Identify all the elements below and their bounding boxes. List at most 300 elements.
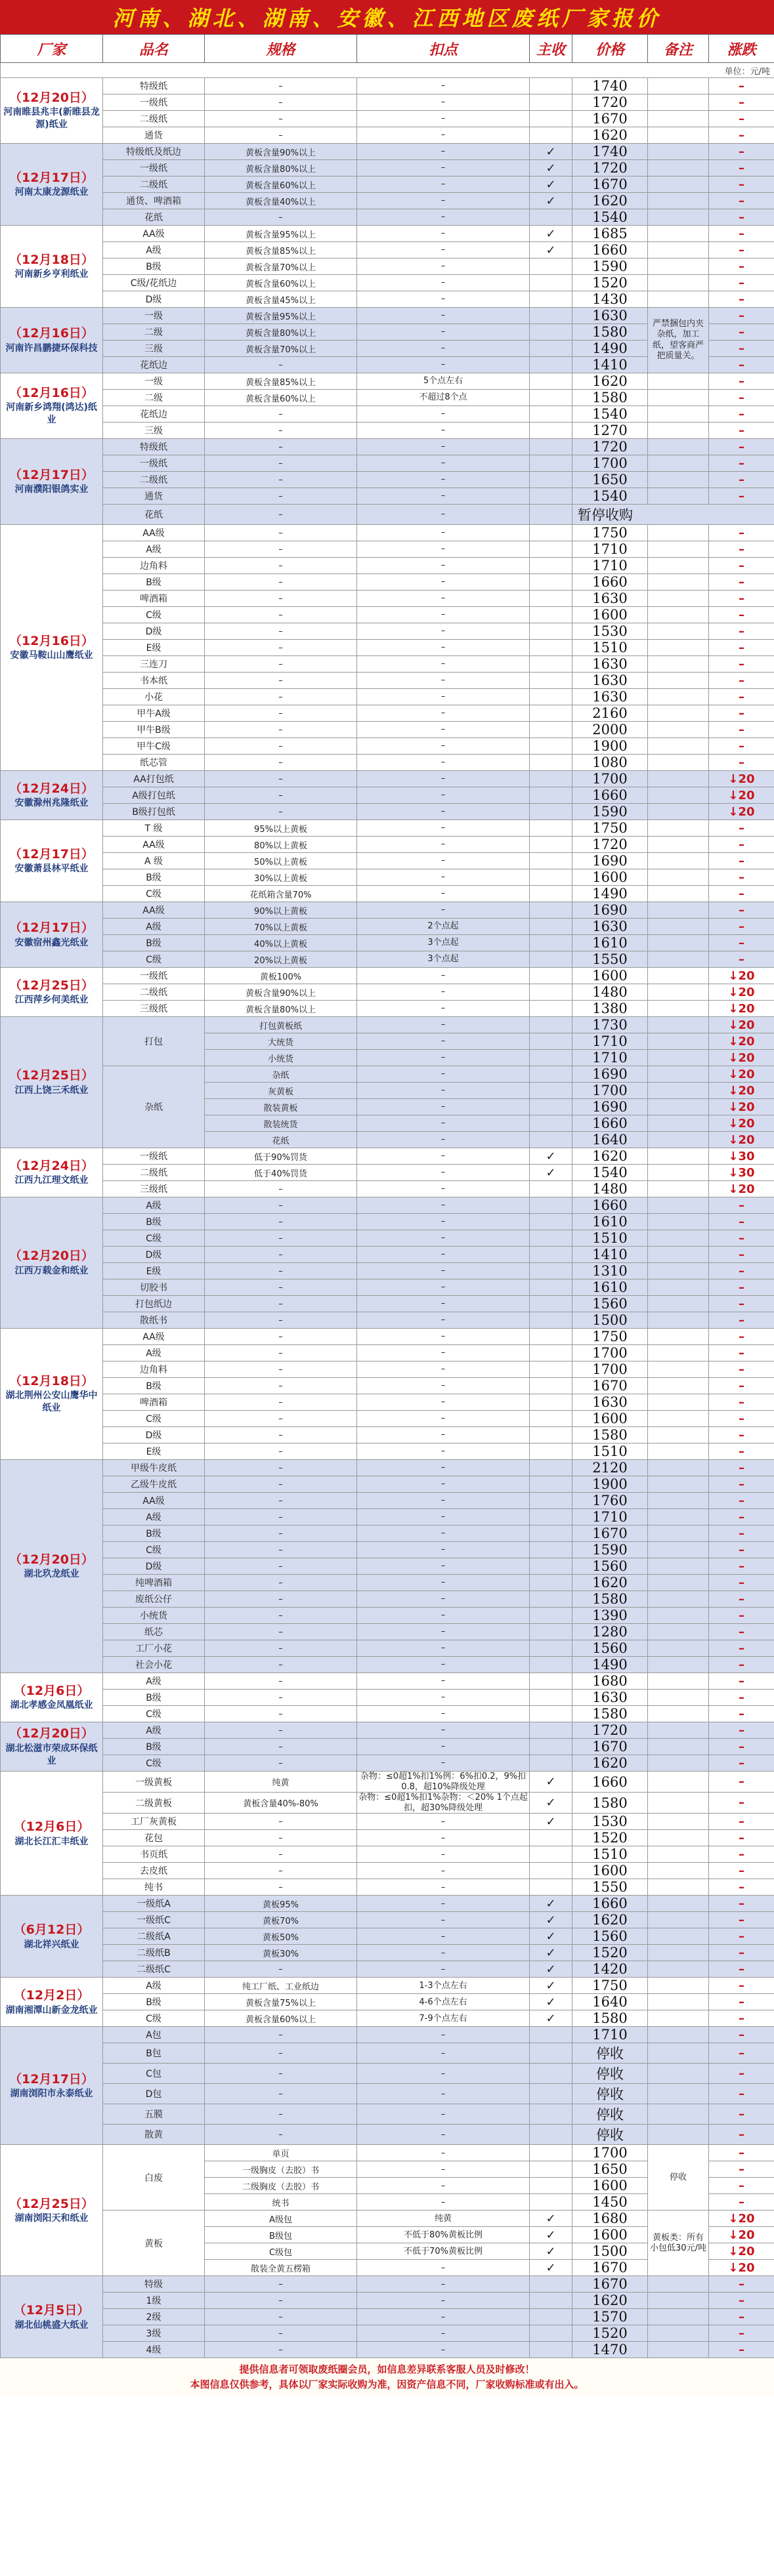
main-collect-mark — [530, 209, 572, 226]
company-name: 湖南湘潭山新金龙纸业 — [5, 2005, 98, 2016]
price-value: 1720 — [572, 94, 648, 111]
change-value: – — [709, 1263, 774, 1279]
deduction-cell: – — [357, 1863, 530, 1879]
main-collect-mark — [530, 558, 572, 574]
price-value: 1620 — [572, 127, 648, 144]
main-collect-mark — [530, 951, 572, 968]
company-date: （12月6日） — [13, 1819, 90, 1834]
table-row — [1, 869, 774, 886]
price-value: 1500 — [572, 1312, 648, 1329]
deduction-cell: – — [357, 1197, 530, 1214]
change-value: – — [709, 2084, 774, 2104]
price-value: 1660 — [572, 1896, 648, 1912]
remark-cell — [648, 390, 709, 406]
product-name: B级 — [103, 574, 205, 591]
remark-cell — [648, 1411, 709, 1427]
remark-cell — [648, 1830, 709, 1846]
price-value: 1520 — [572, 1830, 648, 1846]
deduction-cell: – — [357, 1066, 530, 1083]
spec-cell: – — [205, 209, 357, 226]
price-value: 1750 — [572, 525, 648, 541]
spec-cell: – — [205, 1608, 357, 1624]
remark-cell — [648, 423, 709, 439]
table-row — [1, 558, 774, 574]
change-value: – — [709, 1591, 774, 1608]
main-collect-mark — [530, 968, 572, 984]
change-value: – — [709, 390, 774, 406]
remark-cell — [648, 574, 709, 591]
remark-cell — [648, 1657, 709, 1673]
deduction-cell: – — [357, 1542, 530, 1558]
remark-cell — [648, 1329, 709, 1345]
change-value: – — [709, 193, 774, 209]
spec-cell: 花纸 — [205, 1132, 357, 1148]
table-row — [1, 1476, 774, 1493]
remark-cell — [648, 209, 709, 226]
remark-cell — [648, 640, 709, 656]
price-value: 1630 — [572, 1394, 648, 1411]
company-cell — [1, 1772, 103, 1896]
deduction-cell: – — [357, 623, 530, 640]
company-name: 安徽马鞍山山鹰纸业 — [10, 650, 93, 661]
spec-cell: – — [205, 423, 357, 439]
main-collect-mark — [530, 771, 572, 787]
table-row — [1, 455, 774, 472]
price-value: 停收 — [572, 2125, 648, 2145]
spec-cell: 黄板30% — [205, 1945, 357, 1961]
change-value: ↓20 — [709, 2211, 774, 2227]
spec-cell: – — [205, 1214, 357, 1230]
deduction-cell: – — [357, 1181, 530, 1197]
spec-cell: – — [205, 1476, 357, 1493]
price-value: 1580 — [572, 1591, 648, 1608]
remark-cell — [648, 1879, 709, 1896]
product-name: 小统货 — [103, 1608, 205, 1624]
table-row — [1, 1017, 774, 1033]
price-value: 1560 — [572, 1640, 648, 1657]
product-name: AA级 — [103, 1329, 205, 1345]
remark-cell — [648, 1961, 709, 1978]
deduction-cell: 不低于80%黄板比例 — [357, 2227, 530, 2243]
main-collect-mark — [530, 1830, 572, 1846]
main-collect-mark: ✓ — [530, 1928, 572, 1945]
product-name: 啤酒箱 — [103, 1394, 205, 1411]
table-row — [1, 472, 774, 488]
price-value: 1540 — [572, 1165, 648, 1181]
product-name: 边角料 — [103, 1361, 205, 1378]
product-name: 杂纸 — [103, 1066, 205, 1148]
deduction-cell: – — [357, 472, 530, 488]
remark-cell — [648, 705, 709, 722]
price-value: 1590 — [572, 1542, 648, 1558]
main-collect-mark — [530, 406, 572, 423]
remark-cell — [648, 1148, 709, 1165]
change-value: – — [709, 902, 774, 919]
change-value: – — [709, 488, 774, 505]
spec-cell: – — [205, 455, 357, 472]
main-collect-mark — [530, 640, 572, 656]
spec-cell: 50%以上黄板 — [205, 853, 357, 869]
table-row — [1, 541, 774, 558]
table-row — [1, 1230, 774, 1247]
deduction-cell: 1-3个点左右 — [357, 1978, 530, 1994]
spec-cell: 一级胸皮（去胶）书 — [205, 2161, 357, 2178]
change-value: ↓20 — [709, 787, 774, 804]
table-row — [1, 837, 774, 853]
remark-cell — [648, 558, 709, 574]
remark-cell — [648, 1099, 709, 1115]
change-value: – — [709, 324, 774, 341]
table-row — [1, 2309, 774, 2325]
unit-row — [1, 63, 774, 78]
spec-cell: – — [205, 1427, 357, 1444]
company-cell — [1, 1329, 103, 1460]
product-name: 三级纸 — [103, 1001, 205, 1017]
remark-cell — [648, 1706, 709, 1722]
product-name: 一级纸A — [103, 1896, 205, 1912]
price-value: 1700 — [572, 2145, 648, 2161]
footer-line-2: 本图信息仅供参考，具体以厂家实际收购为准，因资产信息不同，厂家收购标准或有出入。 — [190, 2378, 584, 2390]
company-date: （12月6日） — [13, 1683, 90, 1698]
price-value: 1560 — [572, 1928, 648, 1945]
main-collect-mark — [530, 1214, 572, 1230]
deduction-cell: – — [357, 738, 530, 755]
product-name: 纸芯 — [103, 1624, 205, 1640]
remark-cell — [648, 804, 709, 820]
change-value: – — [709, 689, 774, 705]
main-collect-mark — [530, 1296, 572, 1312]
main-collect-mark — [530, 1312, 572, 1329]
spec-cell: – — [205, 1542, 357, 1558]
remark-cell — [648, 2293, 709, 2309]
product-name: 散纸书 — [103, 1312, 205, 1329]
deduction-cell: – — [357, 705, 530, 722]
price-value: 1750 — [572, 1978, 648, 1994]
main-collect-mark — [530, 1673, 572, 1690]
product-name: 甲牛B级 — [103, 722, 205, 738]
table-row — [1, 1673, 774, 1690]
table-row — [1, 951, 774, 968]
company-name: 安徽滁州兆隆纸业 — [14, 798, 89, 809]
title-banner — [0, 0, 774, 34]
main-collect-mark — [530, 1739, 572, 1755]
main-collect-mark — [530, 505, 572, 525]
deduction-cell: – — [357, 1722, 530, 1739]
header-price: 价格 — [572, 35, 648, 63]
company-date: （12月2日） — [13, 1988, 90, 2003]
deduction-cell: – — [357, 242, 530, 259]
spec-cell: – — [205, 1575, 357, 1591]
deduction-cell: – — [357, 275, 530, 291]
deduction-cell: – — [357, 984, 530, 1001]
product-name: B级 — [103, 1739, 205, 1755]
remark-cell — [648, 1066, 709, 1083]
header-deduction: 扣点 — [357, 35, 530, 63]
main-collect-mark: ✓ — [530, 1148, 572, 1165]
deduction-cell: 7-9个点左右 — [357, 2010, 530, 2027]
change-value: ↓20 — [709, 1099, 774, 1115]
company-date: （12月20日） — [9, 90, 94, 105]
main-collect-mark — [530, 1476, 572, 1493]
price-value: 1600 — [572, 869, 648, 886]
main-collect-mark — [530, 1001, 572, 1017]
table-row — [1, 111, 774, 127]
remark-cell — [648, 1526, 709, 1542]
change-value: – — [709, 1945, 774, 1961]
deduction-cell: – — [357, 1493, 530, 1509]
remark-cell: 黄板类：所有小包低30元/吨 — [648, 2211, 709, 2276]
main-collect-mark — [530, 886, 572, 902]
spec-cell: 单页 — [205, 2145, 357, 2161]
spec-cell: – — [205, 1722, 357, 1739]
price-value: 1710 — [572, 1509, 648, 1526]
price-value: 1580 — [572, 1427, 648, 1444]
price-value: 1720 — [572, 439, 648, 455]
product-name: 工厂小花 — [103, 1640, 205, 1657]
main-collect-mark — [530, 2309, 572, 2325]
main-collect-mark — [530, 591, 572, 607]
price-value: 1660 — [572, 1772, 648, 1793]
company-cell — [1, 771, 103, 820]
table-row — [1, 1657, 774, 1673]
spec-cell: – — [205, 357, 357, 373]
spec-cell: – — [205, 488, 357, 505]
price-value: 1740 — [572, 78, 648, 94]
price-value: 1410 — [572, 357, 648, 373]
remark-cell — [648, 1115, 709, 1132]
change-value: – — [709, 2309, 774, 2325]
main-collect-mark: ✓ — [530, 2227, 572, 2243]
footer — [0, 2358, 774, 2396]
main-collect-mark — [530, 275, 572, 291]
deduction-cell: – — [357, 689, 530, 705]
deduction-cell: – — [357, 541, 530, 558]
price-value: 1510 — [572, 1846, 648, 1863]
table-row — [1, 771, 774, 787]
remark-cell — [648, 2027, 709, 2043]
main-collect-mark — [530, 574, 572, 591]
change-value: ↓20 — [709, 804, 774, 820]
product-name: T 级 — [103, 820, 205, 837]
change-value: – — [709, 705, 774, 722]
remark-cell — [648, 869, 709, 886]
remark-cell — [648, 111, 709, 127]
change-value: ↓20 — [709, 968, 774, 984]
product-name: E级 — [103, 1444, 205, 1460]
main-collect-mark — [530, 984, 572, 1001]
table-row — [1, 935, 774, 951]
change-value: – — [709, 1394, 774, 1411]
product-name: 社会小花 — [103, 1657, 205, 1673]
spec-cell: 30%以上黄板 — [205, 869, 357, 886]
remark-cell — [648, 1814, 709, 1830]
spec-cell: 黄板含量60%以上 — [205, 390, 357, 406]
product-name: A包 — [103, 2027, 205, 2043]
spec-cell: – — [205, 2309, 357, 2325]
price-value: 1550 — [572, 1879, 648, 1896]
spec-cell: 黄板含量85%以上 — [205, 242, 357, 259]
table-row — [1, 1912, 774, 1928]
main-collect-mark — [530, 1394, 572, 1411]
price-value: 1520 — [572, 2325, 648, 2342]
change-value: – — [709, 1279, 774, 1296]
deduction-cell: – — [357, 1526, 530, 1542]
spec-cell: – — [205, 558, 357, 574]
remark-cell — [648, 160, 709, 177]
remark-cell — [648, 1690, 709, 1706]
table-row — [1, 1608, 774, 1624]
table-row — [1, 1706, 774, 1722]
deduction-cell: – — [357, 1846, 530, 1863]
remark-cell — [648, 1945, 709, 1961]
header-company: 厂家 — [1, 35, 103, 63]
remark-cell — [648, 1050, 709, 1066]
spec-cell: – — [205, 2276, 357, 2293]
company-cell — [1, 373, 103, 439]
spec-cell: 黄板含量40%以上 — [205, 193, 357, 209]
company-date: （12月20日） — [9, 1249, 94, 1264]
spec-cell: – — [205, 127, 357, 144]
table-row — [1, 1361, 774, 1378]
product-name: 1级 — [103, 2293, 205, 2309]
table-row — [1, 1509, 774, 1526]
product-name: 二级纸B — [103, 1945, 205, 1961]
price-value: 1710 — [572, 558, 648, 574]
spec-cell: – — [205, 1706, 357, 1722]
change-value: – — [709, 1722, 774, 1739]
product-name: 打包纸边 — [103, 1296, 205, 1312]
price-value: 1540 — [572, 488, 648, 505]
main-collect-mark: ✓ — [530, 1945, 572, 1961]
main-collect-mark — [530, 935, 572, 951]
main-collect-mark — [530, 1017, 572, 1033]
company-name: 河南许昌鹏捷环保科技 — [5, 343, 98, 354]
product-name: AA打包纸 — [103, 771, 205, 787]
remark-cell — [648, 951, 709, 968]
deduction-cell: – — [357, 607, 530, 623]
price-value: 1390 — [572, 1608, 648, 1624]
main-collect-mark: ✓ — [530, 1961, 572, 1978]
deduction-cell: – — [357, 127, 530, 144]
main-collect-mark — [530, 2145, 572, 2161]
remark-cell — [648, 2064, 709, 2084]
remark-cell — [648, 94, 709, 111]
deduction-cell: – — [357, 1961, 530, 1978]
change-value: – — [709, 2178, 774, 2194]
remark-cell — [648, 1896, 709, 1912]
change-value: – — [709, 1896, 774, 1912]
price-value: 1750 — [572, 1329, 648, 1345]
change-value: – — [709, 1378, 774, 1394]
main-collect-mark — [530, 2104, 572, 2125]
main-collect-mark — [530, 1329, 572, 1345]
table-row — [1, 1247, 774, 1263]
deduction-cell: – — [357, 505, 530, 525]
spec-cell: – — [205, 1526, 357, 1542]
company-name: 湖北荆州公安山鹰华中纸业 — [5, 1390, 98, 1414]
change-value: – — [709, 2104, 774, 2125]
remark-cell — [648, 127, 709, 144]
price-value: 1670 — [572, 1526, 648, 1542]
remark-cell — [648, 1345, 709, 1361]
change-value: – — [709, 1476, 774, 1493]
table-row — [1, 525, 774, 541]
deduction-cell: – — [357, 2260, 530, 2276]
product-name: A级 — [103, 541, 205, 558]
deduction-cell: – — [357, 1148, 530, 1165]
main-collect-mark — [530, 2027, 572, 2043]
remark-cell — [648, 1181, 709, 1197]
deduction-cell: – — [357, 968, 530, 984]
table-row — [1, 1165, 774, 1181]
main-collect-mark — [530, 2125, 572, 2145]
price-value: 停收 — [572, 2043, 648, 2064]
product-name: 二级 — [103, 390, 205, 406]
product-name: A级 — [103, 919, 205, 935]
table-row — [1, 160, 774, 177]
spec-cell: – — [205, 1673, 357, 1690]
product-name: 二级纸 — [103, 1165, 205, 1181]
deduction-cell: – — [357, 755, 530, 771]
table-row — [1, 1945, 774, 1961]
main-collect-mark — [530, 1115, 572, 1132]
deduction-cell: – — [357, 2104, 530, 2125]
main-collect-mark — [530, 1460, 572, 1476]
footer-line-1: 提供信息者可领取废纸圈会员，如信息差异联系客服人员及时修改！ — [239, 2363, 535, 2376]
deduction-cell: – — [357, 1460, 530, 1476]
deduction-cell: 5个点左右 — [357, 373, 530, 390]
remark-cell — [648, 275, 709, 291]
remark-cell — [648, 177, 709, 193]
table-row — [1, 1928, 774, 1945]
spec-cell: 小统货 — [205, 1050, 357, 1066]
deduction-cell: – — [357, 1830, 530, 1846]
main-collect-mark — [530, 2194, 572, 2211]
table-row — [1, 574, 774, 591]
company-cell — [1, 1197, 103, 1329]
main-collect-mark — [530, 1066, 572, 1083]
deduction-cell: – — [357, 1558, 530, 1575]
table-row — [1, 689, 774, 705]
change-value: – — [709, 1772, 774, 1793]
table-row — [1, 1394, 774, 1411]
price-value: 1270 — [572, 423, 648, 439]
price-value: 1540 — [572, 406, 648, 423]
deduction-cell: – — [357, 1099, 530, 1115]
product-name: 小花 — [103, 689, 205, 705]
change-value: – — [709, 2161, 774, 2178]
change-value: – — [709, 820, 774, 837]
table-row — [1, 705, 774, 722]
main-collect-mark — [530, 1247, 572, 1263]
table-row — [1, 1411, 774, 1427]
price-value: 1760 — [572, 1493, 648, 1509]
main-collect-mark — [530, 472, 572, 488]
spec-cell: – — [205, 1591, 357, 1608]
table-row — [1, 755, 774, 771]
company-date: （12月25日） — [9, 1068, 94, 1083]
change-value: – — [709, 1814, 774, 1830]
company-name: 江西上饶三禾纸业 — [14, 1085, 89, 1096]
main-collect-mark — [530, 755, 572, 771]
remark-cell — [648, 78, 709, 94]
change-value: ↓20 — [709, 1132, 774, 1148]
product-name: B级 — [103, 1526, 205, 1542]
main-collect-mark — [530, 341, 572, 357]
spec-cell: – — [205, 1312, 357, 1329]
company-cell — [1, 1722, 103, 1772]
change-value: – — [709, 2194, 774, 2211]
